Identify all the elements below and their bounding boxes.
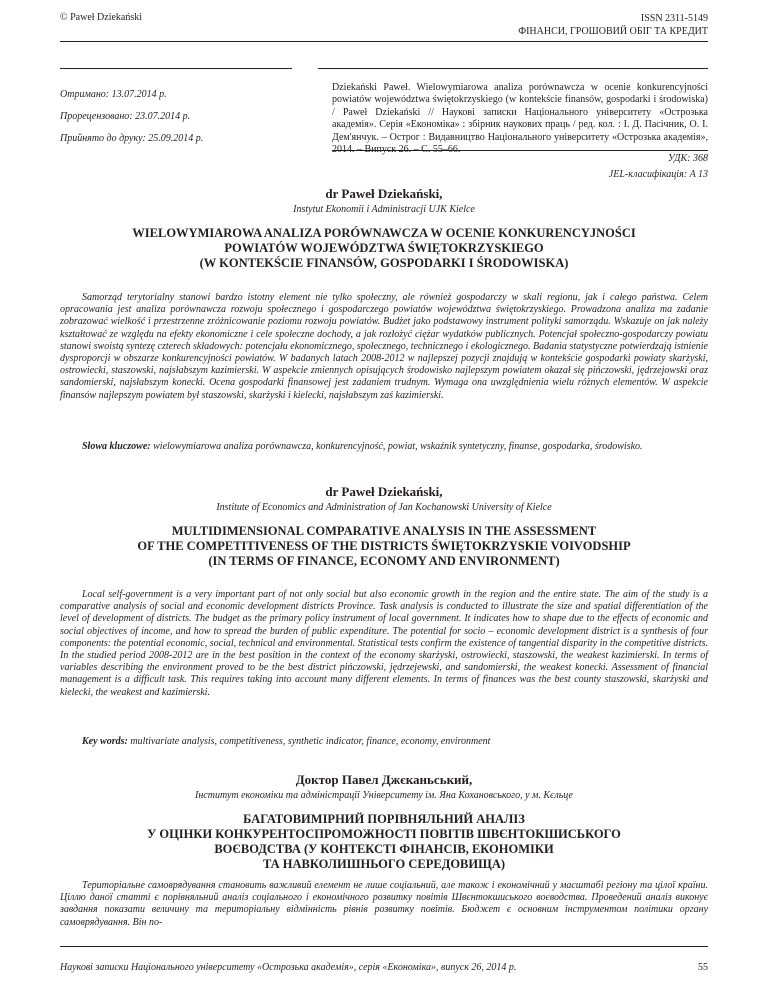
keywords-text-en: multivariate analysis, competitiveness, synthetic indicator, finance, economy, environment [127, 736, 491, 747]
copyright-notice: © Paweł Dziekański [60, 12, 143, 23]
jel-code: JEL-класифікація: A 13 [608, 169, 708, 180]
footer-journal: Наукові записки Національного університету «Острозька академія», серія «Економіка», випуск 26, 2014 р. [60, 962, 517, 973]
citation-rule [318, 68, 708, 69]
title-ua-line: ВОЄВОДСТВА (У КОНТЕКСТІ ФІНАНСІВ, ЕКОНОМІКИ [214, 842, 554, 856]
keywords-text-pl: wielowymiarowa analiza porównawcza, konkurencyjność, powiat, wskaźnik syntetyczny, finanse, gospodarka, środowisko. [150, 441, 643, 452]
article-page [60, 0, 708, 994]
author-en: dr Paweł Dziekański, [325, 484, 443, 499]
citation: Dziekański Paweł. Wielowymiarowa analiza porównawcza w ocenie konkurencyjności powiatów województwa świętokrzyskiego (w kontekście finansów, gospodarki i środowiska) / Paweł Dziekański // Наукові записки Національного університету «Острозька академія». Серія «Економіка» : збірник наукових праць / ред. кол. : І. Д. Пасічник, О. І. Дем'янчук. – Острог : Видавництво Національного університету «Острозька академія», 2014. – Випуск 26. – С. 55–66. [332, 82, 708, 156]
reviewed-date: Прорецензовано: 23.07.2014 р. [60, 111, 191, 122]
author-pl: dr Paweł Dziekański, [325, 186, 443, 201]
title-en [60, 524, 708, 569]
publication-dates [60, 84, 290, 150]
meta-rule [60, 68, 292, 69]
abstract-en: Local self-government is a very important part of not only social but also economic growth in the region and the entire state. The aim of the study is a comparative analysis of social and economic development districts Province. Task analysis is conducted to illustrate the size and spatial differentiation of the level of development of districts. The budget as the primary policy instrument of local government. It indicates how to shape due to the effects of economic and social objectives of income, and how to spread the burden of public expenditure. The potential for socio – economic development district is a synthesis of four components: the potential economic, social, technical and environmental. Statistical tests confirm the existence of tangential disparity in the competitive districts. In the studied period 2008-2012 are in the best position in the context of the economy skarżyski, ostrowiecki, staszowski, the weakest kazimierski. In terms of variables describing the environment proved to be the best district pińczowski, jędrzejewski, and sandomierski, the weakest konecki. Assessment of financial management is a difficult task. This requires taking into account many different elements. In terms of finances was the best county staszowski, skarżyski and kielecki, the weakest and kazimierski. [60, 589, 708, 698]
header-rule [60, 41, 708, 42]
page-number: 55 [698, 962, 708, 973]
abstract-pl: Samorząd terytorialny stanowi bardzo istotny element nie tylko społeczny, ale również gospodarczy w skali regionu, jak i całego państwa. Celem opracowania jest analiza porównawcza rozwoju społecznego i gospodarczego powiatów województwa świętokrzyskiego. Prowadzona analiza ma zadanie zobrazować wielkość i przestrzenne zróżnicowanie poziomu rozwoju powiatów. Budżet jako podstawowy instrument polityki samorządu. Wskazuje on jak należy kształtować ze względu na efekty ekonomiczne i cele społeczne dochody, a jak rozłożyć ciężar wydatków publicznych. Potencjał społeczno-gospodarczy powiatu stanowi swoistą syntezę czterech składowych: potencjału ekonomicznego, społecznego, technicznego i ekologicznego. Badania statystyczne potwierdzają istnienie dysproporcji w obszarze konkurencyjności powiatów. W badanych latach 2008-2012 w najlepszej pozycji znajdują w kontekście gospodarki powiaty skarżyski, ostrowiecki, staszowski, najsłabszym kazimierski. W aspekcie zmiennych opisujących środowisko najlepszym powiatem okazał się pińczowski, jędrzejowski oraz sandomierski, najsłabszym konecki. Ocena gospodarki finansowej jest zadaniem trudnym. Wymaga ona uwzględnienia wielu różnych elementów. W aspekcie finansów najlepszym powiatem był staszowski, skarżyski i kielecki, najsłabszym zaś kazimierski. [60, 292, 708, 401]
affiliation-ua: Інститут економіки та адміністрації Університету ім. Яна Кохановського, у м. Кєльце [195, 790, 573, 801]
udk-code: УДК: 368 [667, 153, 708, 164]
journal-header [518, 12, 708, 38]
received-date: Отримано: 13.07.2014 р. [60, 89, 167, 100]
affiliation-pl: Instytut Ekonomii i Administracji UJK Kielce [293, 204, 475, 215]
title-ua [60, 812, 708, 872]
title-en-line: MULTIDIMENSIONAL COMPARATIVE ANALYSIS IN THE ASSESSMENT [171, 524, 597, 538]
abstract-ua: Територіальне самоврядування становить важливий елемент не лише соціальний, але також і економічний у масштабі регіону та цілої країни. Ціллю даної статті є порівняльний аналіз соціального і економічного розвитку повітів Швєнтокшиського воєводства. Проведений аналіз виконує завдання показати величину та територіальну відмінність рівнів розвитку повітів. Бюджет є основним інструментом політики органу самоврядування. Він по- [60, 880, 708, 928]
title-en-line: (IN TERMS OF FINANCE, ECONOMY AND ENVIRONMENT) [208, 554, 560, 568]
footer-rule [60, 946, 708, 947]
keywords-label-en: Key words: [82, 736, 128, 747]
keywords-label-pl: Słowa kluczowe: [82, 441, 151, 452]
title-ua-line: У ОЦІНКИ КОНКУРЕНТОСПРОМОЖНОСТІ ПОВІТІВ ШВЄНТОКШИСЬКОГО [147, 827, 621, 841]
title-ua-line: ТА НАВКОЛИШНЬОГО СЕРЕДОВИЩА) [262, 857, 506, 871]
keywords-en [60, 736, 708, 748]
title-pl-line: WIELOWYMIAROWA ANALIZA PORÓWNAWCZA W OCENIE KONKURENCYJNOŚCI [132, 226, 636, 240]
affiliation-en: Institute of Economics and Administration of Jan Kochanowski University of Kielce [216, 502, 552, 513]
title-en-line: OF THE COMPETITIVENESS OF THE DISTRICTS ŚWIĘTOKRZYSKIE VOIVODSHIP [137, 539, 631, 553]
author-ua: Доктор Павел Джєканьський, [295, 772, 473, 787]
title-pl [60, 226, 708, 271]
issn: ISSN 2311-5149 [640, 13, 708, 24]
section-name: ФІНАНСИ, ГРОШОВИЙ ОБІГ ТА КРЕДИТ [518, 26, 708, 37]
citation-bottom-rule [332, 150, 708, 151]
title-ua-line: БАГАТОВИМІРНИЙ ПОРІВНЯЛЬНИЙ АНАЛІЗ [243, 812, 525, 826]
accepted-date: Прийнято до друку: 25.09.2014 р. [60, 133, 204, 144]
running-footer [60, 962, 708, 973]
keywords-pl [60, 441, 708, 453]
title-pl-line: (W KONTEKŚCIE FINANSÓW, GOSPODARKI I ŚRODOWISKA) [199, 256, 569, 270]
title-pl-line: POWIATÓW WOJEWÓDZTWA ŚWIĘTOKRZYSKIEGO [224, 241, 544, 255]
